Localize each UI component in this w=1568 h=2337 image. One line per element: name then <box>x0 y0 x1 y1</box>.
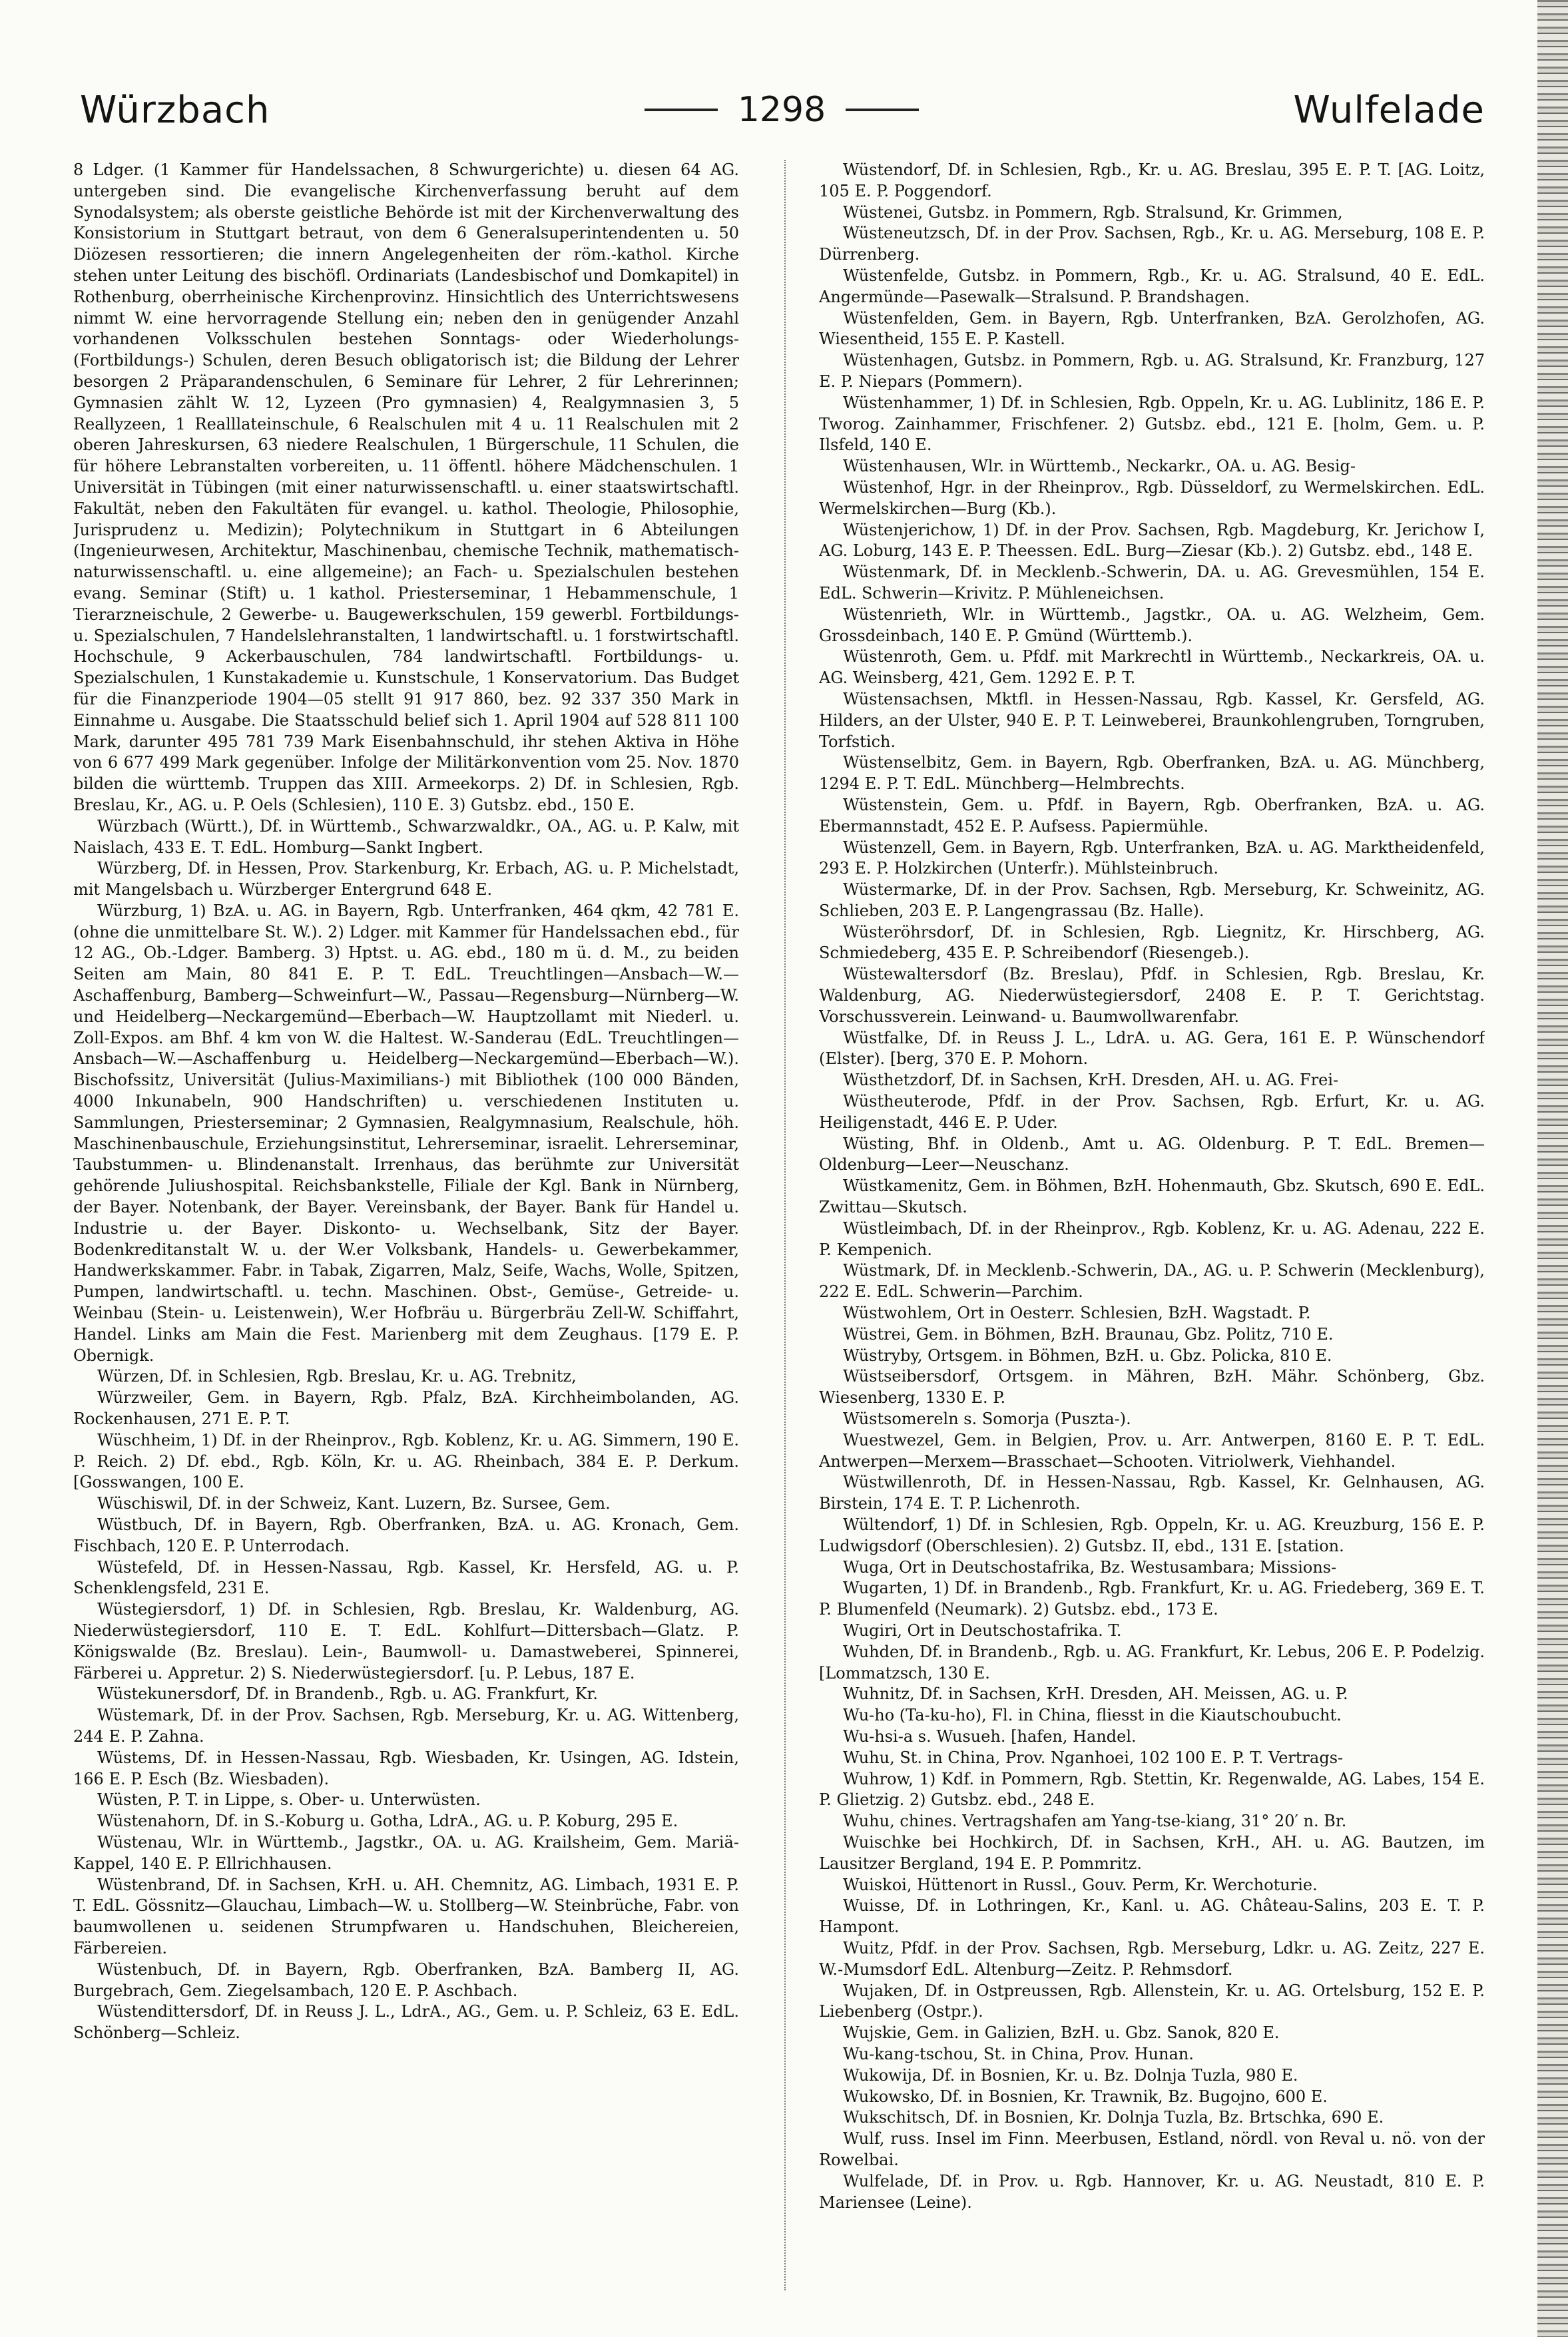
page-number: 1298 <box>737 90 826 130</box>
right-keyword: Wulfelade <box>1293 88 1485 132</box>
dictionary-entry: Wüstegiersdorf, 1) Df. in Schlesien, Rgb. Breslau, Kr. Waldenburg, AG. Niederwüstegiersdorf, 110 E. T. EdL. Kohlfurt—Dittersbach—Glatz. P. Königswalde (Bz. Breslau). Lein-, Baumwoll- u. Damastweberei, Spinnerei, Färberei u. Appretur. 2) S. Niederwüstegiersdorf. [u. P. Lebus, 187 E. <box>73 1600 739 1683</box>
dictionary-entry: Würzen, Df. in Schlesien, Rgb. Breslau, Kr. u. AG. Trebnitz, <box>97 1367 577 1386</box>
dictionary-entry: Wüstheuterode, Pfdf. in der Prov. Sachsen, Rgb. Erfurt, Kr. u. AG. Heiligenstadt, 446 E. P. Uder. <box>819 1092 1485 1132</box>
dictionary-entry: Wüstenhagen, Gutsbz. in Pommern, Rgb. u. AG. Stralsund, Kr. Franzburg, 127 E. P. Niepars (Pommern). <box>819 351 1485 391</box>
dictionary-entry: Wugarten, 1) Df. in Brandenb., Rgb. Frankfurt, Kr. u. AG. Friedeberg, 369 E. T. P. Blumenfeld (Neumark). 2) Gutsbz. ebd., 173 E. <box>819 1579 1485 1619</box>
dictionary-entry: Wüstewaltersdorf (Bz. Breslau), Pfdf. in Schlesien, Rgb. Breslau, Kr. Waldenburg, AG. Niederwüstegiersdorf, 2408 E. P. T. Gerichtstag. Vorschussverein. Leinwand- u. Baumwollwarenfabr. <box>819 965 1485 1026</box>
dictionary-entry: Wüstenbrand, Df. in Sachsen, KrH. u. AH. Chemnitz, AG. Limbach, 1931 E. P. T. EdL. Gössnitz—Glauchau, Limbach—W. u. Stollberg—W. Steinbrüche, Fabr. von baumwollenen u. seidenen Strumpfwaren u. Handschuhen, Bleichereien, Färbereien. <box>73 1875 739 1957</box>
dictionary-entry: Wüschheim, 1) Df. in der Rheinprov., Rgb. Koblenz, Kr. u. AG. Simmern, 190 E. P. Reich. 2) Df. ebd., Rgb. Köln, Kr. u. AG. Rheinbach, 384 E. P. Derkum. [Gosswangen, 100 E. <box>73 1430 739 1492</box>
dictionary-entry: Wukowija, Df. in Bosnien, Kr. u. Bz. Dolnja Tuzla, 980 E. <box>843 2065 1298 2085</box>
dictionary-entry: Wüstenau, Wlr. in Württemb., Jagstkr., OA. u. AG. Krailsheim, Gem. Mariä-Kappel, 140 E. P. Ellrichhausen. <box>73 1832 739 1873</box>
dictionary-entry: Wüstems, Df. in Hessen-Nassau, Rgb. Wiesbaden, Kr. Usingen, AG. Idstein, 166 E. P. Esch (Bz. Wiesbaden). <box>73 1748 739 1788</box>
dictionary-entry: Wüstkamenitz, Gem. in Böhmen, BzH. Hohenmauth, Gbz. Skutsch, 690 E. EdL. Zwittau—Skutsch. <box>819 1176 1485 1217</box>
dictionary-entry: Wukschitsch, Df. in Bosnien, Kr. Dolnja Tuzla, Bz. Brtschka, 690 E. <box>843 2108 1384 2127</box>
dictionary-entry: Wuhnitz, Df. in Sachsen, KrH. Dresden, AH. Meissen, AG. u. P. <box>843 1685 1348 1704</box>
dictionary-entry: Wulfelade, Df. in Prov. u. Rgb. Hannover, Kr. u. AG. Neustadt, 810 E. P. Mariensee (Leine). <box>819 2171 1485 2212</box>
dictionary-entry: Wüstenzell, Gem. in Bayern, Rgb. Unterfranken, BzA. u. AG. Marktheidenfeld, 293 E. P. Holzkirchen (Unterfr.). Mühlsteinbruch. <box>819 838 1485 878</box>
header-rule-left <box>645 109 718 111</box>
dictionary-entry: Wüstenhammer, 1) Df. in Schlesien, Rgb. Oppeln, Kr. u. AG. Lublinitz, 186 E. P. Tworog. Zainhammer, Frischfener. 2) Gutsbz. ebd., 121 E. [holm, Gem. u. P. Ilsfeld, 140 E. <box>819 393 1485 455</box>
left-column <box>73 160 739 2284</box>
dictionary-entry: Wüstemark, Df. in der Prov. Sachsen, Rgb. Merseburg, Kr. u. AG. Wittenberg, 244 E. P. Zahna. <box>73 1706 739 1746</box>
dictionary-entry: Wuhu, chines. Vertragshafen am Yang-tse-kiang, 31° 20′ n. Br. <box>843 1812 1347 1831</box>
dictionary-entry: Würzweiler, Gem. in Bayern, Rgb. Pfalz, BzA. Kirchheimbolanden, AG. Rockenhausen, 271 E. P. T. <box>73 1388 739 1429</box>
left-keyword: Würzbach <box>80 88 270 132</box>
dictionary-entry: Wüstleimbach, Df. in der Rheinprov., Rgb. Koblenz, Kr. u. AG. Adenau, 222 E. P. Kempenich. <box>819 1218 1485 1259</box>
dictionary-entry: Wüstenhof, Hgr. in der Rheinprov., Rgb. Düsseldorf, zu Wermelskirchen. EdL. Wermelskirchen—Burg (Kb.). <box>819 477 1485 518</box>
dictionary-entry: Wuiskoi, Hüttenort in Russl., Gouv. Perm, Kr. Werchoturie. <box>843 1875 1318 1894</box>
dictionary-entry: Wüstryby, Ortsgem. in Böhmen, BzH. u. Gbz. Policka, 810 E. <box>843 1346 1332 1365</box>
dictionary-entry: Wujskie, Gem. in Galizien, BzH. u. Gbz. Sanok, 820 E. <box>843 2023 1280 2043</box>
header-rule-right <box>846 109 919 111</box>
dictionary-entry: 8 Ldger. (1 Kammer für Handelssachen, 8 Schwurgerichte) u. diesen 64 AG. untergeben sind. Die evangelische Kirchenverfassung beruht auf dem Synodalsystem; als oberste geistliche Behörde ist mit der Kirchenverwaltung des Konsistorium in Stuttgart betraut, von dem 6 Generalsuperintendenten u. 50 Diözesen ressortieren; die innern Angelegenheiten der röm.-kathol. Kirche stehen unter Leitung des bischöfl. Ordinariats (Landesbischof und Domkapitel) in Rothenburg, oberrheinische Kirchenprovinz. Hinsichtlich des Unterrichtswesens nimmt W. eine hervorragende Stellung ein; neben den in genügender Anzahl vorhandenen Volksschulen bestehen Sonntags- oder Wiederholungs- (Fortbildungs-) Schulen, deren Besuch obligatorisch ist; die Bildung der Lehrer besorgen 2 Präparandenschulen, 6 Seminare für Lehrer, 2 für Lehrerinnen; Gymnasien zählt W. 12, Lyzeen (Pro gymnasien) 4, Realgymnasien 3, 5 Reallyzeen, 1 Realllateinschule, 6 Realschulen mit 4 u. 11 Realschulen mit 2 oberen Jahreskursen, 63 niedere Realschulen, 1 Bürgerschule, 11 Schulen, die für höhere Lebranstalten vorbereiten, u. 11 öffentl. höhere Mädchenschulen. 1 Universität in Tübingen (mit einer naturwissenschaftl. u. einer staatswirtschaftl. Fakultät, neben den Fakultäten für evangel. u. kathol. Theologie, Philosophie, Jurisprudenz u. Medizin); Polytechnikum in Stuttgart in 6 Abteilungen (Ingenieurwesen, Architektur, Maschinenbau, chemische Technik, mathematisch-naturwissenschaftl. u. eine allgemeine); an Fach- u. Spezialschulen bestehen evang. Seminar (Stift) u. 1 kathol. Priesterseminar, 1 Hebammenschule, 1 Tierarzneischule, 2 Gewerbe- u. Baugewerkschulen, 159 gewerbl. Fortbildungs- u. Spezialschulen, 7 Handelslehranstalten, 1 landwirtschaftl. u. 1 forstwirtschaftl. Hochschule, 9 Ackerbauschulen, 784 landwirtschaftl. Fortbildungs- u. Spezialschulen, 1 Kunstakademie u. Kunstschule, 1 Konservatorium. Das Budget für die Finanzperiode 1904—05 stellt 91 917 860, bez. 92 337 350 Mark in Einnahme u. Ausgabe. Die Staatsschuld belief sich 1. April 1904 auf 528 811 100 Mark, darunter 495 781 739 Mark Eisenbahnschuld, ihr stehen Aktiva in Höhe von 6 677 499 Mark gegenüber. Infolge der Militärkonvention vom 25. Nov. 1870 bilden die württemb. Truppen das XIII. Armeekorps. 2) Df. in Schlesien, Rgb. Breslau, Kr., AG. u. P. Oels (Schlesien), 110 E. 3) Gutsbz. ebd., 150 E. <box>73 160 739 814</box>
dictionary-entry: Wuestwezel, Gem. in Belgien, Prov. u. Arr. Antwerpen, 8160 E. P. T. EdL. Antwerpen—Merxem—Brasschaet—Schooten. Vitriolwerk, Viehhandel. <box>819 1430 1485 1471</box>
dictionary-entry: Wujaken, Df. in Ostpreussen, Rgb. Allenstein, Kr. u. AG. Ortelsburg, 152 E. P. Liebenberg (Ostpr.). <box>819 1981 1485 2021</box>
dictionary-entry: Wu-hsi-a s. Wusueh. [hafen, Handel. <box>843 1726 1137 1746</box>
dictionary-entry: Wüstenstein, Gem. u. Pfdf. in Bayern, Rgb. Oberfranken, BzA. u. AG. Ebermannstadt, 452 E. P. Aufsess. Papiermühle. <box>819 795 1485 836</box>
dictionary-entry: Wuitz, Pfdf. in der Prov. Sachsen, Rgb. Merseburg, Ldkr. u. AG. Zeitz, 227 E. W.-Mumsdorf EdL. Altenburg—Zeitz. P. Rehmsdorf. <box>819 1938 1485 1979</box>
dictionary-entry: Würzbach (Württ.), Df. in Württemb., Schwarzwaldkr., OA., AG. u. P. Kalw, mit Naislach, 433 E. T. EdL. Homburg—Sankt Ingbert. <box>73 816 739 857</box>
dictionary-entry: Wüstekunersdorf, Df. in Brandenb., Rgb. u. AG. Frankfurt, Kr. <box>97 1685 598 1704</box>
dictionary-entry: Wüstenfelden, Gem. in Bayern, Rgb. Unterfranken, BzA. Gerolzhofen, AG. Wiesentheid, 155 E. P. Kastell. <box>819 308 1485 349</box>
dictionary-entry: Wüsteröhrsdorf, Df. in Schlesien, Rgb. Liegnitz, Kr. Hirschberg, AG. Schmiedeberg, 435 E. P. Schreibendorf (Riesengeb.). <box>819 922 1485 963</box>
dictionary-entry: Wüstwillenroth, Df. in Hessen-Nassau, Rgb. Kassel, Kr. Gelnhausen, AG. Birstein, 174 E. T. P. Lichenroth. <box>819 1473 1485 1513</box>
dictionary-entry: Wüstefeld, Df. in Hessen-Nassau, Rgb. Kassel, Kr. Hersfeld, AG. u. P. Schenklengsfeld, 231 E. <box>73 1557 739 1598</box>
dictionary-entry: Wüstenei, Gutsbz. in Pommern, Rgb. Stralsund, Kr. Grimmen, <box>843 202 1343 222</box>
dictionary-entry: Wüsting, Bhf. in Oldenb., Amt u. AG. Oldenburg. P. T. EdL. Bremen—Oldenburg—Leer—Neuschanz. <box>819 1134 1485 1174</box>
dictionary-entry: Wüstenrieth, Wlr. in Württemb., Jagstkr., OA. u. AG. Welzheim, Gem. Grossdeinbach, 140 E. P. Gmünd (Württemb.). <box>819 605 1485 645</box>
right-column <box>819 160 1485 2284</box>
dictionary-entry: Wüschiswil, Df. in der Schweiz, Kant. Luzern, Bz. Sursee, Gem. <box>97 1494 611 1513</box>
dictionary-entry: Wukowsko, Df. in Bosnien, Kr. Trawnik, Bz. Bugojno, 600 E. <box>843 2087 1328 2106</box>
dictionary-entry: Wugiri, Ort in Deutschostafrika. T. <box>843 1621 1122 1640</box>
dictionary-entry: Wüsten, P. T. in Lippe, s. Ober- u. Unterwüsten. <box>97 1790 481 1810</box>
dictionary-entry: Wüstenjerichow, 1) Df. in der Prov. Sachsen, Rgb. Magdeburg, Kr. Jerichow I, AG. Loburg, 143 E. P. Theessen. EdL. Burg—Ziesar (Kb.). 2) Gutsbz. ebd., 148 E. <box>819 520 1485 561</box>
scanned-page-edge <box>1537 0 1568 2337</box>
dictionary-entry: Würzberg, Df. in Hessen, Prov. Starkenburg, Kr. Erbach, AG. u. P. Michelstadt, mit Mangelsbach u. Würzberger Entergrund 648 E. <box>73 859 739 900</box>
dictionary-entry: Wüstendorf, Df. in Schlesien, Rgb., Kr. u. AG. Breslau, 395 E. P. T. [AG. Loitz, 105 E. P. Poggendorf. <box>819 160 1485 200</box>
dictionary-entry: Wulf, russ. Insel im Finn. Meerbusen, Estland, nördl. von Reval u. nö. von der Rowelbai. <box>819 2129 1485 2169</box>
dictionary-entry: Wüstenroth, Gem. u. Pfdf. mit Markrechtl in Württemb., Neckarkreis, OA. u. AG. Weinsberg, 421, Gem. 1292 E. P. T. <box>819 647 1485 688</box>
column-divider <box>784 160 786 2290</box>
dictionary-entry: Würzburg, 1) BzA. u. AG. in Bayern, Rgb. Unterfranken, 464 qkm, 42 781 E. (ohne die unmittelbare St. W.). 2) Ldger. mit Kammer für Handelssachen ebd., für 12 AG., Ob.-Ldger. Bamberg. 3) Hptst. u. AG. ebd., 180 m ü. d. M., zu beiden Seiten am Main, 80 841 E. P. T. EdL. Treuchtlingen—Ansbach—W.—Aschaffenburg, Bamberg—Schweinfurt—W., Passau—Regensburg—Nürnberg—W. und Heidelberg—Neckargemünd—Eberbach—W. Hauptzollamt mit Niederl. u. Zoll-Expos. am Bhf. 4 km von W. die Haltest. W.-Sanderau (EdL. Treuchtlingen—Ansbach—W.—Aschaffenburg u. Heidelberg—Neckargemünd—Eberbach—W.). Bischofssitz, Universität (Julius-Maximilians-) mit Bibliothek (100 000 Bänden, 4000 Inkunabeln, 900 Handschriften) u. verschiedenen Instituten u. Sammlungen, Priesterseminar; 2 Gymnasien, Realgymnasium, Realschule, höh. Maschinenbauschule, Erziehungsinstitut, Lehrerseminar, israelit. Lehrerseminar, Taubstummen- u. Blindenanstalt. Irrenhaus, das berühmte zur Universität gehörende Juliushospital. Reichsbankstelle, Filiale der Kgl. Bank in Nürnberg, der Bayer. Notenbank, der Bayer. Vereinsbank, der Bayer. Bank für Handel u. Industrie u. der Bayer. Diskonto- u. Wechselbank, Sitz der Bayer. Bodenkreditanstalt W. u. der W.er Volksbank, Handels- u. Gewerbekammer, Handwerkskammer. Fabr. in Tabak, Zigarren, Malz, Seife, Wachs, Wolle, Spitzen, Pumpen, landwirtschaftl. u. techn. Maschinen. Obst-, Gemüse-, Getreide- u. Weinbau (Stein- u. Leistenwein), W.er Hofbräu u. Bürgerbräu Zell-W. Schiffahrt, Handel. Links am Main die Fest. Marienberg mit dem Zeughaus. [179 E. P. Obernigk. <box>73 901 739 1365</box>
dictionary-entry: Wültendorf, 1) Df. in Schlesien, Rgb. Oppeln, Kr. u. AG. Kreuzburg, 156 E. P. Ludwigsdorf (Oberschlesien). 2) Gutsbz. II, ebd., 131 E. [station. <box>819 1515 1485 1555</box>
dictionary-entry: Wuhden, Df. in Brandenb., Rgb. u. AG. Frankfurt, Kr. Lebus, 206 E. P. Podelzig. [Lommatzsch, 130 E. <box>819 1642 1485 1683</box>
dictionary-entry: Wüstenfelde, Gutsbz. in Pommern, Rgb., Kr. u. AG. Stralsund, 40 E. EdL. Angermünde—Pasewalk—Stralsund. P. Brandshagen. <box>819 266 1485 306</box>
dictionary-entry: Wüstermarke, Df. in der Prov. Sachsen, Rgb. Merseburg, Kr. Schweinitz, AG. Schlieben, 203 E. P. Langengrassau (Bz. Halle). <box>819 880 1485 920</box>
dictionary-entry: Wüsteneutzsch, Df. in der Prov. Sachsen, Rgb., Kr. u. AG. Merseburg, 108 E. P. Dürrenberg. <box>819 224 1485 264</box>
dictionary-entry: Wüstbuch, Df. in Bayern, Rgb. Oberfranken, BzA. u. AG. Kronach, Gem. Fischbach, 120 E. P. Unterrodach. <box>73 1515 739 1555</box>
dictionary-entry: Wuhrow, 1) Kdf. in Pommern, Rgb. Stettin, Kr. Regenwalde, AG. Labes, 154 E. P. Glietzig. 2) Gutsbz. ebd., 248 E. <box>819 1769 1485 1810</box>
running-header <box>80 80 1485 140</box>
dictionary-entry: Wüsthetzdorf, Df. in Sachsen, KrH. Dresden, AH. u. AG. Frei- <box>843 1071 1339 1090</box>
dictionary-entry: Wüstenmark, Df. in Mecklenb.-Schwerin, DA. u. AG. Grevesmühlen, 154 E. EdL. Schwerin—Krivitz. P. Mühleneichsen. <box>819 563 1485 603</box>
dictionary-entry: Wüstenbuch, Df. in Bayern, Rgb. Oberfranken, BzA. Bamberg II, AG. Burgebrach, Gem. Ziegelsambach, 120 E. P. Aschbach. <box>73 1959 739 2000</box>
dictionary-entry: Wüstenhausen, Wlr. in Württemb., Neckarkr., OA. u. AG. Besig- <box>843 457 1356 476</box>
dictionary-entry: Wüstwohlem, Ort in Oesterr. Schlesien, BzH. Wagstadt. P. <box>843 1304 1311 1323</box>
dictionary-entry: Wüstsomereln s. Somorja (Puszta-). <box>843 1410 1131 1429</box>
dictionary-entry: Wu-kang-tschou, St. in China, Prov. Hunan. <box>843 2044 1194 2063</box>
dictionary-entry: Wüstfalke, Df. in Reuss J. L., LdrA. u. AG. Gera, 161 E. P. Wünschendorf (Elster). [berg, 370 E. P. Mohorn. <box>819 1028 1485 1069</box>
dictionary-entry: Wuga, Ort in Deutschostafrika, Bz. Westusambara; Missions- <box>843 1557 1337 1577</box>
dictionary-entry: Wüstmark, Df. in Mecklenb.-Schwerin, DA., AG. u. P. Schwerin (Mecklenburg), 222 E. EdL. Schwerin—Parchim. <box>819 1261 1485 1302</box>
dictionary-entry: Wüstendittersdorf, Df. in Reuss J. L., LdrA., AG., Gem. u. P. Schleiz, 63 E. EdL. Schönberg—Schleiz. <box>73 2002 739 2043</box>
dictionary-entry: Wu-ho (Ta-ku-ho), Fl. in China, fliesst in die Kiautschoubucht. <box>843 1706 1342 1725</box>
dictionary-entry: Wüstrei, Gem. in Böhmen, BzH. Braunau, Gbz. Politz, 710 E. <box>843 1324 1334 1344</box>
page-number-group <box>645 90 919 130</box>
dictionary-entry: Wuischke bei Hochkirch, Df. in Sachsen, KrH., AH. u. AG. Bautzen, im Lausitzer Bergland, 194 E. P. Pommritz. <box>819 1832 1485 1873</box>
dictionary-entry: Wuisse, Df. in Lothringen, Kr., Kanl. u. AG. Château-Salins, 203 E. T. P. Hampont. <box>819 1896 1485 1937</box>
dictionary-entry: Wüstensachsen, Mktfl. in Hessen-Nassau, Rgb. Kassel, Kr. Gersfeld, AG. Hilders, an der Ulster, 940 E. P. T. Leinweberei, Braunkohlengruben, Torngruben, Torfstich. <box>819 689 1485 751</box>
dictionary-entry: Wüstseibersdorf, Ortsgem. in Mähren, BzH. Mähr. Schönberg, Gbz. Wiesenberg, 1330 E. P. <box>819 1367 1485 1408</box>
dictionary-entry: Wüstenselbitz, Gem. in Bayern, Rgb. Oberfranken, BzA. u. AG. Münchberg, 1294 E. P. T. EdL. Münchberg—Helmbrechts. <box>819 753 1485 794</box>
dictionary-entry: Wuhu, St. in China, Prov. Nganhoei, 102 100 E. P. T. Vertrags- <box>843 1748 1344 1767</box>
dictionary-entry: Wüstenahorn, Df. in S.-Koburg u. Gotha, LdrA., AG. u. P. Koburg, 295 E. <box>97 1812 678 1831</box>
